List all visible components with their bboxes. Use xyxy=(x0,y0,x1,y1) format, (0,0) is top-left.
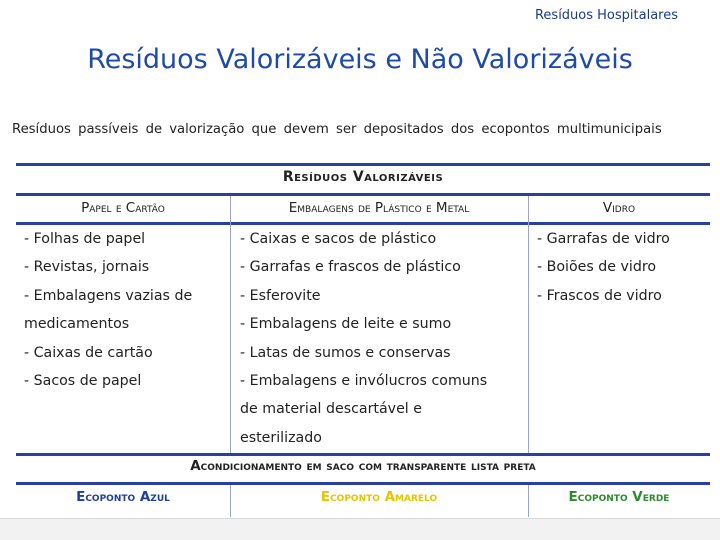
list-item: - Sacos de papel xyxy=(24,373,142,390)
conditioning-top-rule xyxy=(16,453,710,456)
list-item: - Latas de sumos e conservas xyxy=(240,344,451,361)
intro-text: Resíduos passíveis de valorização que devem ser depositados dos ecopontos multimunicipais xyxy=(12,122,662,137)
list-item: - Embalagens e invólucros comuns xyxy=(240,373,488,390)
list-papel xyxy=(24,225,192,395)
conditioning-row: Acondicionamento em saco com transparente lista preta xyxy=(190,458,536,474)
list-item: - Caixas e sacos de plástico xyxy=(240,231,437,247)
list-item: - Revistas, jornais xyxy=(24,259,150,276)
list-item: de material descartável e xyxy=(240,401,422,418)
column-header-vidro: Vidro xyxy=(602,200,636,216)
header-label: Resíduos Hospitalares xyxy=(534,8,678,23)
main-header: Resíduos Valorizáveis xyxy=(282,169,444,185)
ecoponto-top-rule xyxy=(16,482,710,485)
bottom-bar xyxy=(0,518,720,540)
column-divider xyxy=(230,196,231,453)
list-item: - Esferovite xyxy=(240,287,321,304)
column-header-embalagens: Embalagens de Plástico e Metal xyxy=(288,200,470,216)
slide-title: Resíduos Valorizáveis e Não Valorizáveis xyxy=(87,44,633,75)
list-item: - Caixas de cartão xyxy=(24,344,153,361)
column-header-papel: Papel e Cartão xyxy=(81,200,165,216)
column-divider xyxy=(528,196,529,453)
waste-table xyxy=(16,163,710,517)
ecoponto-azul: Ecoponto Azul xyxy=(76,489,170,505)
list-item: - Embalagens vazias de xyxy=(24,287,193,304)
list-vidro xyxy=(537,225,670,310)
ecoponto-amarelo: Ecoponto Amarelo xyxy=(320,489,438,505)
list-item: medicamentos xyxy=(24,316,130,333)
list-item: - Embalagens de leite e sumo xyxy=(240,316,452,333)
list-item: - Garrafas e frascos de plástico xyxy=(240,259,461,276)
list-item: - Folhas de papel xyxy=(24,231,146,247)
list-embalagens xyxy=(240,225,487,452)
header-rule xyxy=(16,193,710,196)
list-item: - Boiões de vidro xyxy=(537,259,657,276)
list-item: - Frascos de vidro xyxy=(537,287,662,304)
table-top-rule xyxy=(16,163,710,166)
list-item: esterilizado xyxy=(240,429,322,446)
ecoponto-verde: Ecoponto Verde xyxy=(568,489,670,505)
list-item: - Garrafas de vidro xyxy=(537,231,670,247)
